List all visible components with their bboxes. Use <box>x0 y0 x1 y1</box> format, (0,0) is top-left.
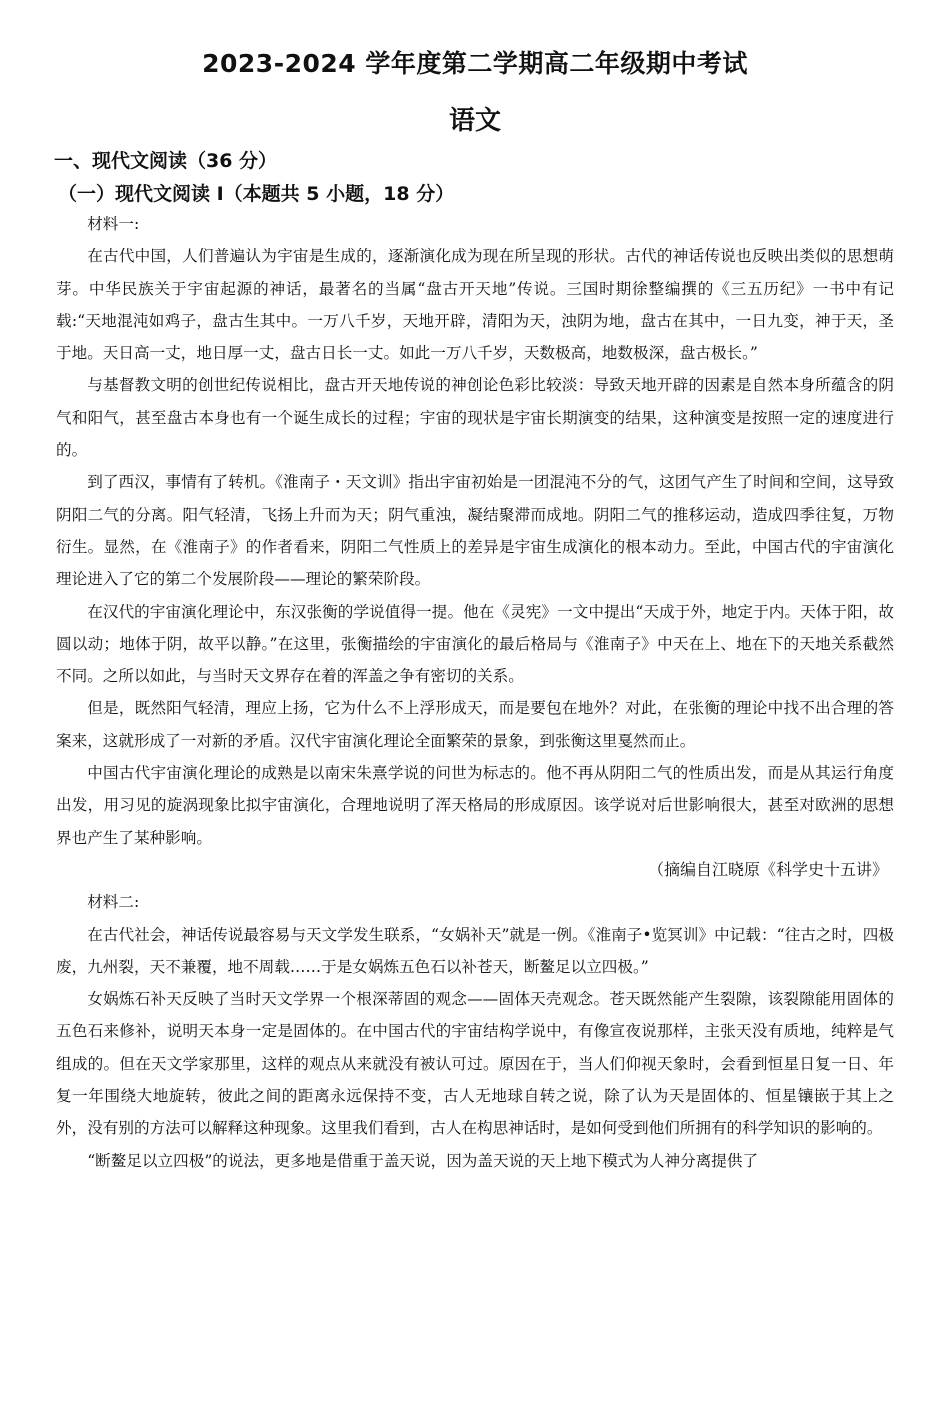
reading-body <box>56 208 894 1177</box>
material-1-source: （摘编自江晓原《科学史十五讲》 <box>647 859 888 879</box>
material-2-paragraph: 女娲炼石补天反映了当时天文学界一个根深蒂固的观念——固体天壳观念。苍天既然能产生裂隙，该裂隙能用固体的五色石来修补，说明天本身一定是固体的。在中国古代的宇宙结构学说中，有像宣夜说那样，主张天没有质地，纯粹是气组成的。但在天文学家那里，这样的观点从来就没有被认可过。原因在于，当人们仰视天象时，会看到恒星日复一日、年复一年围绕大地旋转，彼此之间的距离永远保持不变，古人无地球自转之说，除了认为天是固体的、恒星镶嵌于其上之外，没有别的方法可以解释这种现象。这里我们看到，古人在构思神话时，是如何受到他们所拥有的科学知识的影响的。 <box>56 990 894 1138</box>
material-1-paragraph: 中国古代宇宙演化理论的成熟是以南宋朱熹学说的问世为标志的。他不再从阴阳二气的性质出发，而是从其运行角度出发，用习见的旋涡现象比拟宇宙演化，合理地说明了浑天格局的形成原因。该学说对后世影响很大，甚至对欧洲的思想界也产生了某种影响。 <box>56 764 894 847</box>
material-2-paragraph: “断鳌足以立四极”的说法，更多地是借重于盖天说，因为盖天说的天上地下模式为人神分离提供了 <box>87 1151 759 1170</box>
material-2-paragraph: 在古代社会，神话传说最容易与天文学发生联系，“女娲补天”就是一例。《淮南子•览冥训》中记载：“往古之时，四极废，九州裂，天不兼覆，地不周载……于是女娲炼五色石以补苍天，断鳌足以立四极。” <box>56 925 894 976</box>
subsection-heading: （一）现代文阅读 I（本题共 5 小题，18 分） <box>58 183 455 205</box>
material-1-paragraph: 在汉代的宇宙演化理论中，东汉张衡的学说值得一提。他在《灵宪》一文中提出“天成于外，地定于内。天体于阳，故圆以动；地体于阴，故平以静。”在这里，张衡描绘的宇宙演化的最后格局与《淮南子》中天在上、地在下的天地关系截然不同。之所以如此，与当时天文界存在着的浑盖之争有密切的关系。 <box>56 602 894 686</box>
material-1-label: 材料一: <box>87 215 140 233</box>
material-1-paragraph: 到了西汉，事情有了转机。《淮南子・天文训》指出宇宙初始是一团混沌不分的气，这团气产生了时间和空间，这导致阴阳二气的分离。阳气轻清，飞扬上升而为天；阴气重浊，凝结聚滞而成地。阴阳二气的推移运动，造成四季往复，万物衍生。显然，在《淮南子》的作者看来，阴阳二气性质上的差异是宇宙生成演化的根本动力。至此，中国古代的宇宙演化理论进入了它的第二个发展阶段——理论的繁荣阶段。 <box>56 473 894 589</box>
material-2-label: 材料二: <box>87 893 140 912</box>
material-1-paragraph: 但是，既然阳气轻清，理应上扬，它为什么不上浮形成天，而是要包在地外？对此，在张衡的理论中找不出合理的答案来，这就形成了一对新的矛盾。汉代宇宙演化理论全面繁荣的景象，到张衡这里戛然而止。 <box>56 699 894 750</box>
subject-title: 语文 <box>448 106 501 136</box>
exam-title: 2023-2024 学年度第二学期高二年级期中考试 <box>202 49 748 78</box>
material-1-paragraph: 在古代中国，人们普遍认为宇宙是生成的，逐渐演化成为现在所呈现的形状。古代的神话传说也反映出类似的思想萌芽。中华民族关于宇宙起源的神话，最著名的当属“盘古开天地”传说。三国时期徐整编撰的《三五历纪》一书中有记载:“天地混沌如鸡子，盘古生其中。一万八千岁，天地开辟，清阳为天，浊阴为地，盘古在其中，一日九变，神于天，圣于地。天日高一丈，地日厚一丈，盘古日长一丈。如此一万八千岁，天数极高，地数极深，盘古极长。” <box>56 247 894 363</box>
section-heading: 一、现代文阅读（36 分） <box>54 150 278 172</box>
material-1-paragraph: 与基督教文明的创世纪传说相比，盘古开天地传说的神创论色彩比较淡：导致天地开辟的因素是自然本身所蕴含的阴气和阳气，甚至盘古本身也有一个诞生成长的过程；宇宙的现状是宇宙长期演变的结果，这种演变是按照一定的速度进行的。 <box>56 376 894 460</box>
